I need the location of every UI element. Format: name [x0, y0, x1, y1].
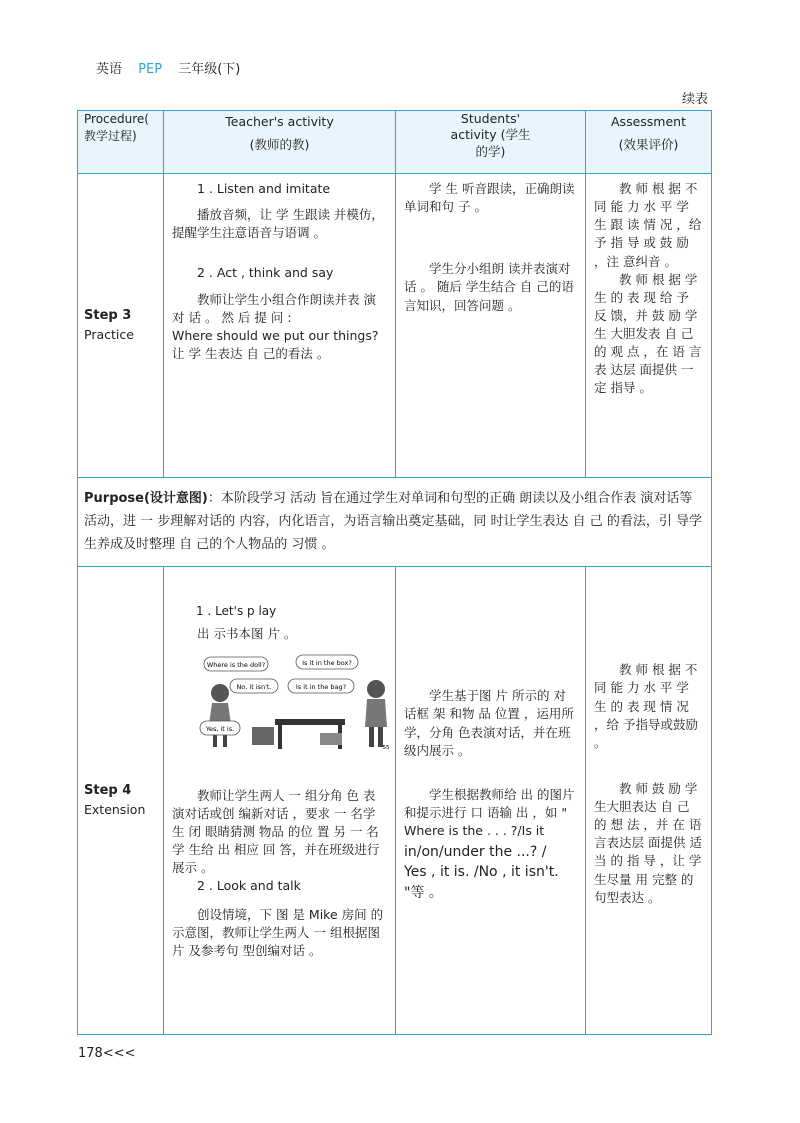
- header-students: Students' activity (学生 的学): [396, 111, 586, 174]
- step3-name: Step 3: [84, 308, 132, 324]
- edition-label: PEP: [138, 62, 163, 77]
- step4-name: Step 4: [84, 783, 132, 799]
- step4-students-p2: 学生根据教师给 出 的图片 和提示进行 口 语输 出 ，如 " Where is the . . . ?/Is it: [404, 786, 575, 838]
- header-teacher: Teacher's activity (教师的教): [164, 111, 396, 174]
- page-header: [96, 58, 240, 77]
- step4-teacher-title2: 2 . Look and talk: [197, 878, 301, 894]
- purpose-cell: [78, 478, 712, 567]
- step4-teacher: [164, 567, 396, 1035]
- step4-sub: Extension: [84, 802, 146, 818]
- desk-leg: [278, 725, 282, 749]
- step3-row: [78, 174, 712, 478]
- header-assessment: Assessment (效果评价): [586, 111, 712, 174]
- step3-teacher-p3: Where should we put our things?: [172, 327, 379, 343]
- step3-teacher-title2: 2 . Act , think and say: [197, 265, 334, 281]
- step3-teacher-p1: 播放音频，让 学 生跟读 并模仿，提醒学生注意语音与语调 。: [172, 207, 384, 241]
- grade-label: 三年级(下): [178, 62, 241, 77]
- step4-teacher-show: 出 示书本图 片 。: [197, 625, 297, 641]
- header-procedure: Procedure( 教学过程): [78, 111, 164, 174]
- step3-sub: Practice: [84, 326, 134, 342]
- bubble-text: Is it in the box?: [302, 658, 352, 667]
- bubble-text: Where is the doll?: [206, 660, 266, 669]
- step4-teacher-p1: 教师让学生两人 一 组分角 色 表演对话或创 编新对话 ，要求 一 名学 生 闭 眼睛猜测 物品 的位 置 另 一 名 学 生给 出 相应 回 答，并在班级进行展示 。: [172, 787, 380, 876]
- textbook-illustration: [190, 649, 398, 751]
- continued-label: 续表: [682, 92, 709, 107]
- page-number: 178<<<: [78, 1046, 136, 1061]
- step3-teacher-p2: 教师让学生小组合作朗读并表 演 对 话 。 然 后 提 问 :: [172, 291, 376, 325]
- bubble-text: Yes, it is.: [205, 724, 235, 733]
- subject-label: 英语: [96, 62, 123, 77]
- step3-label: [78, 174, 164, 478]
- table-header-row: [78, 111, 712, 174]
- step4-assessment-p1: 教 师 根 据 不 同 能 力 水 平 学 生 的 表 现 情 况 ，给 予指导或鼓励 。: [594, 662, 698, 750]
- step4-students: [396, 567, 586, 1035]
- step3-assessment-p1: 教 师 根 据 不 同 能 力 水 平 学 生 跟 读 情 况 ，给 予 指 导 或 鼓 励 ，注 意纠音 。: [594, 181, 702, 269]
- step3-teacher-p4: 让 学 生表达 自 己的看法 。: [172, 345, 330, 361]
- chair: [252, 727, 274, 745]
- step4-students-p4: Yes , it is. /No , it isn't. "等 。: [404, 864, 559, 901]
- step4-assessment-p2: 教 师 鼓 励 学 生大胆表达 自 己 的 想 法 ，并 在 语 言表达层 面提供 适 当 的 指 导 ，让 学生尽量 用 完整 的句型表达 。: [594, 780, 702, 905]
- bubble-text: Is it in the bag?: [295, 682, 347, 691]
- purpose-label: Purpose(设计意图): [84, 491, 208, 506]
- step4-label: [78, 567, 164, 1035]
- step4-teacher-p2: 创设情境，下 图 是 Mike 房间 的 示意图，教师让学生两人 一 组根据图 片 及参考句 型创编对话 。: [172, 906, 384, 958]
- step4-assessment: [586, 567, 712, 1035]
- step4-row: [78, 567, 712, 1035]
- step3-students-p1: 学 生 听音跟读，正确朗读单词和句 子 。: [404, 181, 575, 215]
- step3-students-p2: 学生分小组朗 读并表演对话 。 随后 学生结合 自 己的语言知识，回答问题 。: [404, 261, 574, 313]
- step3-assessment: [586, 174, 712, 478]
- boy-head: [367, 680, 385, 698]
- girl-head: [211, 684, 229, 702]
- step4-students-p1: 学生基于图 片 所示的 对话框 架 和物 品 位置 ，运用所学，分角 色表演对话，并在班级内展示 。: [404, 688, 574, 758]
- illustration-page-number: 55: [382, 744, 390, 751]
- box: [320, 733, 342, 745]
- purpose-row: [78, 478, 712, 567]
- purpose-text: ：本阶段学习 活动 旨在通过学生对单词和句型的正确 朗读以及小组合作表 演对话等活动，进 一 步理解对话的 内容，内化语言，为语言输出奠定基础，同 时让学生表达 自 己 的看法，引 导学生养成及时整理 自 己的个人物品的 习惯 。: [84, 491, 703, 552]
- step3-students: [396, 174, 586, 478]
- step4-teacher-title1: 1 . Let's p lay: [196, 604, 277, 619]
- step3-teacher-title1: 1 . Listen and imitate: [197, 181, 331, 196]
- bubble-text: No, it isn't.: [236, 682, 272, 691]
- step4-students-p3: in/on/under the ...? /: [404, 844, 547, 861]
- step3-assessment-p2: 教 师 根 据 学 生 的 表 现 给 予 反 馈，并 鼓 励 学 生 大胆发表 自 己 的 观 点 ，在 语 言 表 达层 面提供 一 定 指导 。: [594, 271, 702, 396]
- desk-top: [275, 719, 345, 725]
- boy-body: [365, 699, 387, 727]
- lesson-table: [77, 110, 712, 1035]
- step3-teacher: [164, 174, 396, 478]
